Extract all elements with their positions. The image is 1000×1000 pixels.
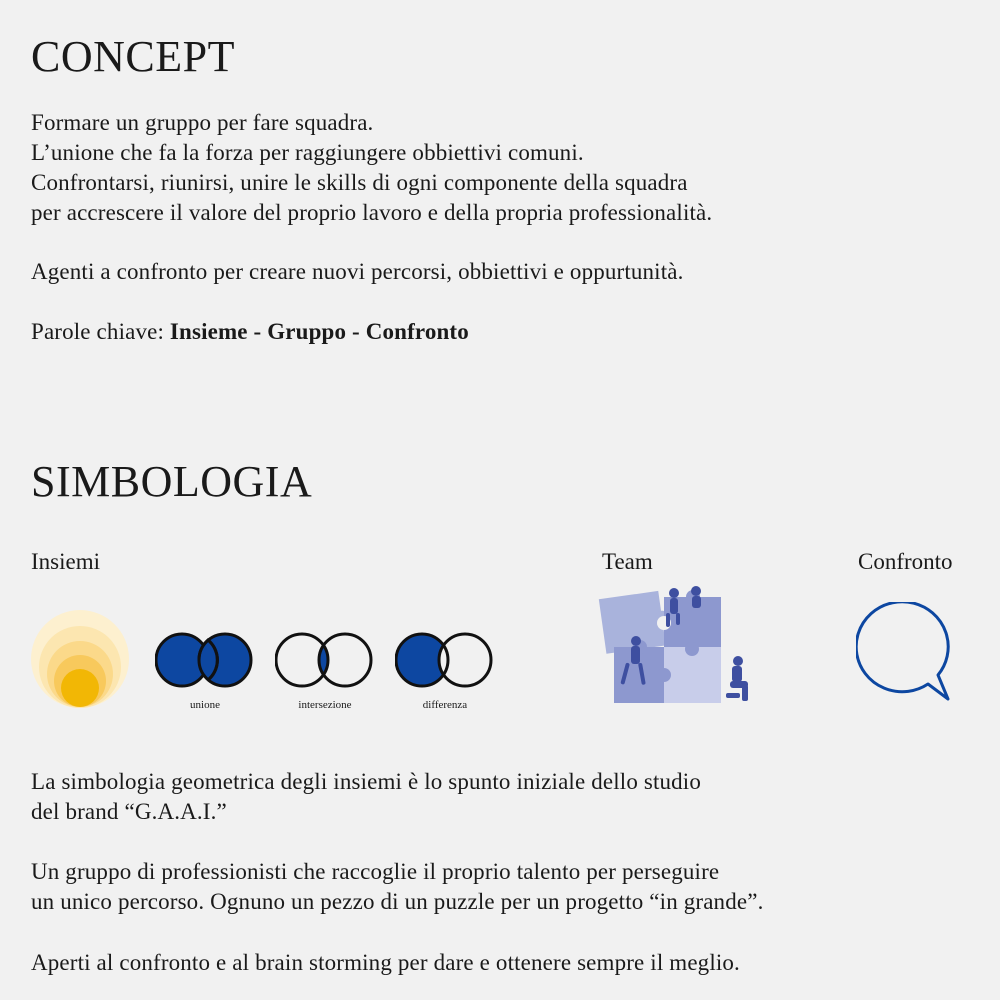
paragraph-line: Un gruppo di professionisti che raccoglie il proprio talento per perseguire <box>31 859 720 884</box>
confronto-label: Confronto <box>858 549 953 574</box>
union-diagram-icon <box>155 628 255 692</box>
intersection-diagram-icon <box>275 628 375 692</box>
keywords-prefix: Parole chiave: <box>31 319 170 344</box>
team-puzzle-illustration <box>596 585 761 710</box>
intersection-caption: intersezione <box>298 699 352 711</box>
concept-line: per accrescere il valore del proprio lavoro e della propria professionalità. <box>31 200 713 225</box>
simbologia-title: SIMBOLOGIA <box>31 457 313 506</box>
simbologia-paragraph-1 <box>31 767 971 827</box>
simbologia-paragraph-3 <box>31 948 971 978</box>
union-caption: unione <box>190 699 220 711</box>
keyword: Insieme <box>169 319 248 344</box>
concept-body <box>31 108 971 228</box>
keyword-separator: - <box>247 319 268 344</box>
person-icon <box>726 656 748 701</box>
speech-bubble-icon <box>856 602 956 702</box>
paragraph-line: Aperti al confronto e al brain storming per dare e ottenere sempre il meglio. <box>31 950 740 975</box>
keyword-separator: - <box>346 319 366 344</box>
team-label: Team <box>602 549 653 574</box>
ring-5 <box>61 669 99 707</box>
simbologia-paragraph-2 <box>31 857 971 917</box>
concept-title: CONCEPT <box>31 32 235 81</box>
concept-line: L’unione che fa la forza per raggiungere obbiettivi comuni. <box>31 140 584 165</box>
difference-caption: differenza <box>422 699 468 711</box>
insiemi-label: Insiemi <box>31 549 100 574</box>
paragraph-line: del brand “G.A.A.I.” <box>31 799 227 824</box>
paragraph-line: un unico percorso. Ognuno un pezzo di un puzzle per un progetto “in grande”. <box>31 889 764 914</box>
paragraph-line: La simbologia geometrica degli insiemi è lo spunto iniziale dello studio <box>31 769 701 794</box>
keywords-line <box>31 317 971 347</box>
keyword: Gruppo <box>267 319 347 344</box>
difference-diagram-icon <box>395 628 495 692</box>
concept-agents: Agenti a confronto per creare nuovi percorsi, obbiettivi e oppurtunità. <box>31 259 684 284</box>
concentric-circles-icon <box>30 608 130 710</box>
concept-line: Confrontarsi, riunirsi, unire le skills di ogni componente della squadra <box>31 170 688 195</box>
concept-line: Formare un gruppo per fare squadra. <box>31 110 374 135</box>
keyword: Confronto <box>365 319 469 344</box>
